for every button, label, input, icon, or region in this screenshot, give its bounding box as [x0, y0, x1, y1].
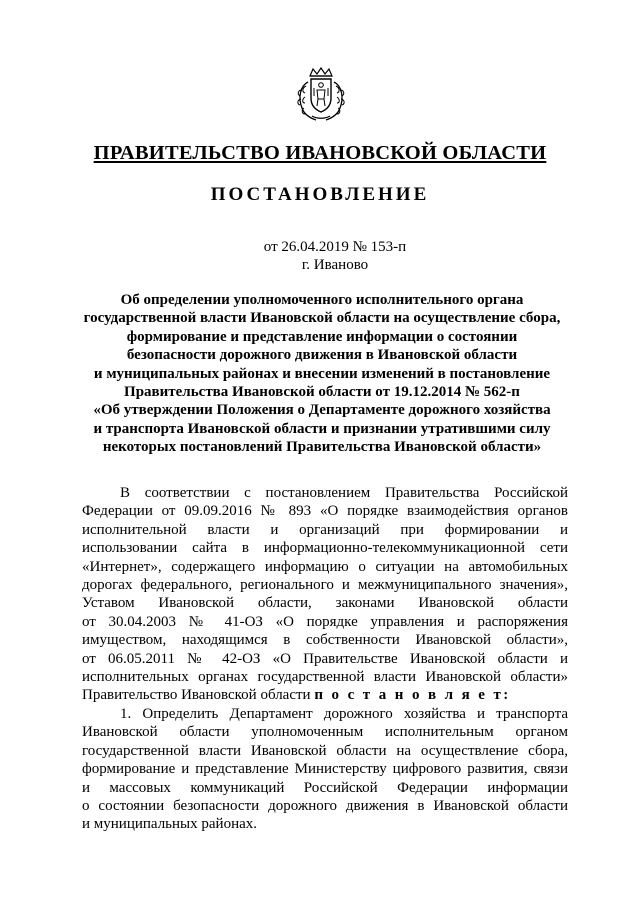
preamble-line: дорогах федерального, регионального и межмуниципального значения»,: [82, 577, 568, 594]
title-line: и транспорта Ивановской области и признании утратившими силу: [93, 420, 551, 437]
date-number: от 26.04.2019 № 153-п: [263, 239, 407, 255]
title-line: Правительства Ивановской области от 19.12.2014 № 562-п: [124, 384, 520, 401]
title-line: безопасности дорожного движения в Ивановской области: [126, 347, 518, 364]
preamble-line: имуществом, находящимся в собственности Ивановской области»,: [82, 632, 568, 649]
preamble-line: В соответствии с постановлением Правительства Российской: [120, 485, 568, 501]
item1-line: государственной власти Ивановской области на осуществление сбора,: [82, 742, 568, 759]
preamble-line: исполнительной власти и организаций при формировании и: [82, 521, 568, 538]
item1-line: Ивановской области уполномоченным исполнительным органом: [82, 724, 568, 741]
title-line: государственной власти Ивановской области на осуществление сбора,: [83, 310, 561, 327]
preamble-line: от 06.05.2011 № 42-ОЗ «О Правительстве Ивановской области и: [82, 650, 568, 667]
preamble-line: от 30.04.2003 № 41-ОЗ «О порядке управления и распоряжения: [82, 613, 568, 630]
item1-line: 1. Определить Департамент дорожного хозяйства и транспорта: [120, 705, 568, 722]
preamble-line: Федерации от 09.09.2016 № 893 «О порядке взаимодействия органов: [82, 503, 568, 520]
document-body: [82, 484, 568, 834]
coat-of-arms-icon: [296, 66, 346, 122]
item1-line: о состоянии безопасности дорожного движения в Ивановской области: [82, 797, 568, 814]
preamble-line: использовании сайта в информационно-телекоммуникационной сети: [82, 540, 568, 557]
item1-line: формирование и представление Министерству цифрового развития, связи: [82, 761, 568, 778]
document-title: [62, 291, 582, 457]
preamble-end: Правительство Ивановской области: [82, 687, 311, 704]
title-line: и муниципальных районах и внесении изменений в постановление: [93, 365, 551, 382]
resolves-word: п о с т а н о в л я е т:: [314, 687, 511, 704]
item1-line: и массовых коммуникаций Российской Федерации информации: [82, 779, 568, 796]
title-line: Об определении уполномоченного исполнительного органа: [120, 292, 524, 308]
title-line: «Об утверждении Положения о Департаменте дорожного хозяйства: [93, 402, 551, 419]
organization-name: ПРАВИТЕЛЬСТВО ИВАНОВСКОЙ ОБЛАСТИ: [93, 142, 547, 164]
document-meta: [0, 238, 640, 274]
title-line: формирование и представление информации о состоянии: [126, 328, 518, 345]
preamble-line: Уставом Ивановской области, законами Ивановской области: [82, 595, 568, 612]
document-type: ПОСТАНОВЛЕНИЕ: [210, 184, 430, 205]
preamble-line: исполнительных органах государственной власти Ивановской области»: [82, 669, 568, 686]
item1-line: и муниципальных районах.: [82, 816, 257, 833]
preamble-line: «Интернет», содержащего информацию о ситуации на автомобильных: [82, 558, 568, 575]
city: г. Иваново: [301, 257, 369, 273]
title-line: некоторых постановлений Правительства Ивановской области»: [102, 439, 542, 456]
preamble-end-line: [82, 686, 568, 704]
